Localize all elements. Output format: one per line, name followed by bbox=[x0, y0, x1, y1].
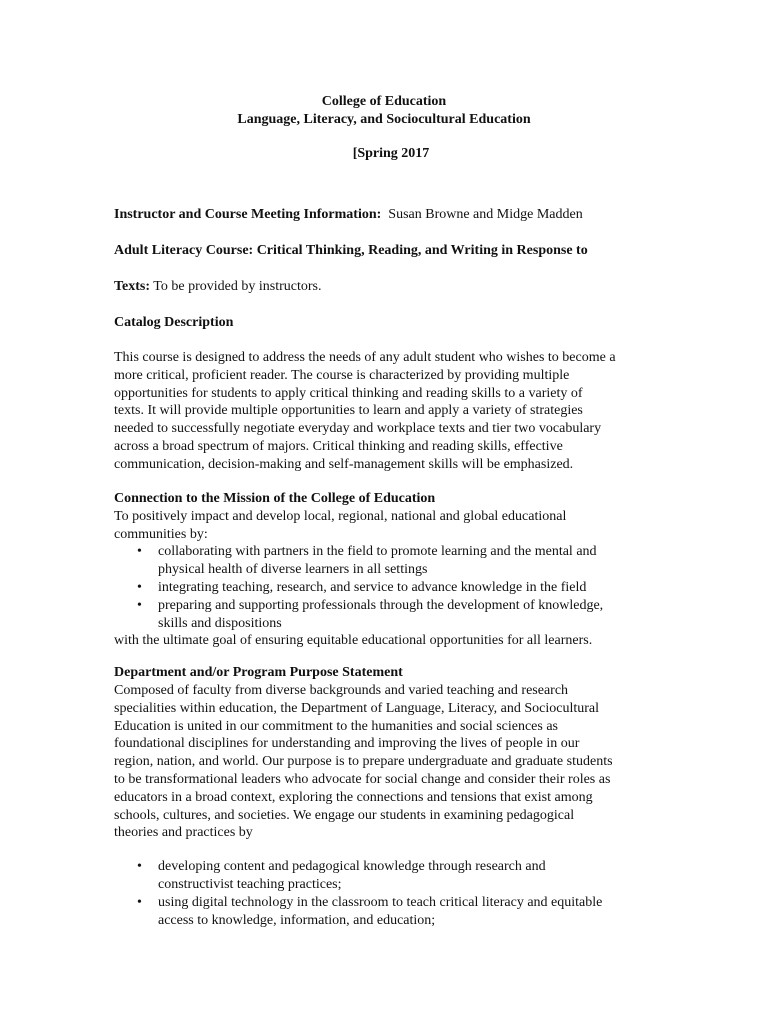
college-title: College of Education bbox=[321, 94, 447, 109]
texts-value: To be provided by instructors. bbox=[153, 279, 322, 294]
purpose-line: educators in a broad context, exploring the connections and tensions that exist among bbox=[114, 789, 593, 805]
mission-intro-line: To positively impact and develop local, regional, national and global educational bbox=[114, 509, 567, 524]
bullet-line: skills and dispositions bbox=[158, 615, 282, 631]
bullet-line: constructivist teaching practices; bbox=[158, 876, 342, 892]
bullet-icon: • bbox=[137, 895, 142, 910]
bullet-line: preparing and supporting professionals through the development of knowledge, bbox=[158, 598, 604, 613]
bullet-line: developing content and pedagogical knowledge through research and bbox=[158, 859, 546, 874]
catalog-heading: Catalog Description bbox=[114, 315, 234, 330]
purpose-line: foundational disciplines for understanding and improving the lives of people in our bbox=[114, 736, 580, 752]
mission-heading: Connection to the Mission of the College of Education bbox=[114, 491, 436, 506]
purpose-line: theories and practices by bbox=[114, 825, 253, 841]
catalog-description bbox=[114, 349, 616, 474]
texts-line bbox=[114, 278, 321, 296]
catalog-line: more critical, proficient reader. The course is characterized by providing multiple bbox=[114, 367, 570, 383]
catalog-line: opportunities for students to apply critical thinking and reading skills to a variety of bbox=[114, 385, 583, 401]
bullet-icon: • bbox=[137, 598, 142, 613]
purpose-line: specialities within education, the Department of Language, Literacy, and Sociocultural bbox=[114, 700, 600, 716]
bullet-line: integrating teaching, research, and service to advance knowledge in the field bbox=[158, 580, 587, 595]
mission-closing: with the ultimate goal of ensuring equitable educational opportunities for all learners. bbox=[114, 633, 593, 648]
instructor-line bbox=[114, 206, 583, 224]
bullet-line: access to knowledge, information, and education; bbox=[158, 912, 436, 928]
catalog-line: communication, decision-making and self-management skills will be emphasized. bbox=[114, 456, 574, 472]
bullet-icon: • bbox=[137, 859, 142, 874]
catalog-line: across a broad spectrum of majors. Critical thinking and reading skills, effective bbox=[114, 438, 563, 454]
mission-intro bbox=[114, 508, 566, 544]
texts-label: Texts: bbox=[114, 279, 151, 294]
purpose-heading: Department and/or Program Purpose Statement bbox=[114, 665, 403, 680]
department-title: Language, Literacy, and Sociocultural Education bbox=[237, 112, 531, 127]
catalog-line: This course is designed to address the needs of any adult student who wishes to become a bbox=[114, 350, 616, 365]
purpose-line: schools, cultures, and societies. We engage our students in examining pedagogical bbox=[114, 807, 575, 823]
instructor-names: Susan Browne and Midge Madden bbox=[388, 207, 583, 222]
bullet-line: collaborating with partners in the field to promote learning and the mental and bbox=[158, 544, 597, 559]
bullet-line: physical health of diverse learners in all settings bbox=[158, 561, 428, 577]
purpose-line: Education is united in our commitment to the humanities and social sciences as bbox=[114, 718, 559, 734]
purpose-line: to be transformational leaders who advocate for social change and consider their roles as bbox=[114, 771, 611, 787]
instructor-label: Instructor and Course Meeting Information: bbox=[114, 207, 382, 222]
catalog-line: needed to successfully negotiate everyday and workplace texts and tier two vocabulary bbox=[114, 421, 602, 437]
purpose-statement bbox=[114, 682, 613, 842]
catalog-line: texts. It will provide multiple opportunities to learn and apply a variety of strategies bbox=[114, 403, 583, 419]
mission-intro-line: communities by: bbox=[114, 526, 208, 542]
term-label: [Spring 2017 bbox=[352, 146, 430, 161]
course-title: Adult Literacy Course: Critical Thinking, Reading, and Writing in Response to bbox=[114, 243, 588, 258]
bullet-line: using digital technology in the classroom to teach critical literacy and equitable bbox=[158, 895, 603, 910]
bullet-icon: • bbox=[137, 580, 142, 595]
purpose-line: region, nation, and world. Our purpose is to prepare undergraduate and graduate students bbox=[114, 754, 613, 770]
purpose-line: Composed of faculty from diverse backgrounds and varied teaching and research bbox=[114, 683, 569, 698]
bullet-icon: • bbox=[137, 544, 142, 559]
